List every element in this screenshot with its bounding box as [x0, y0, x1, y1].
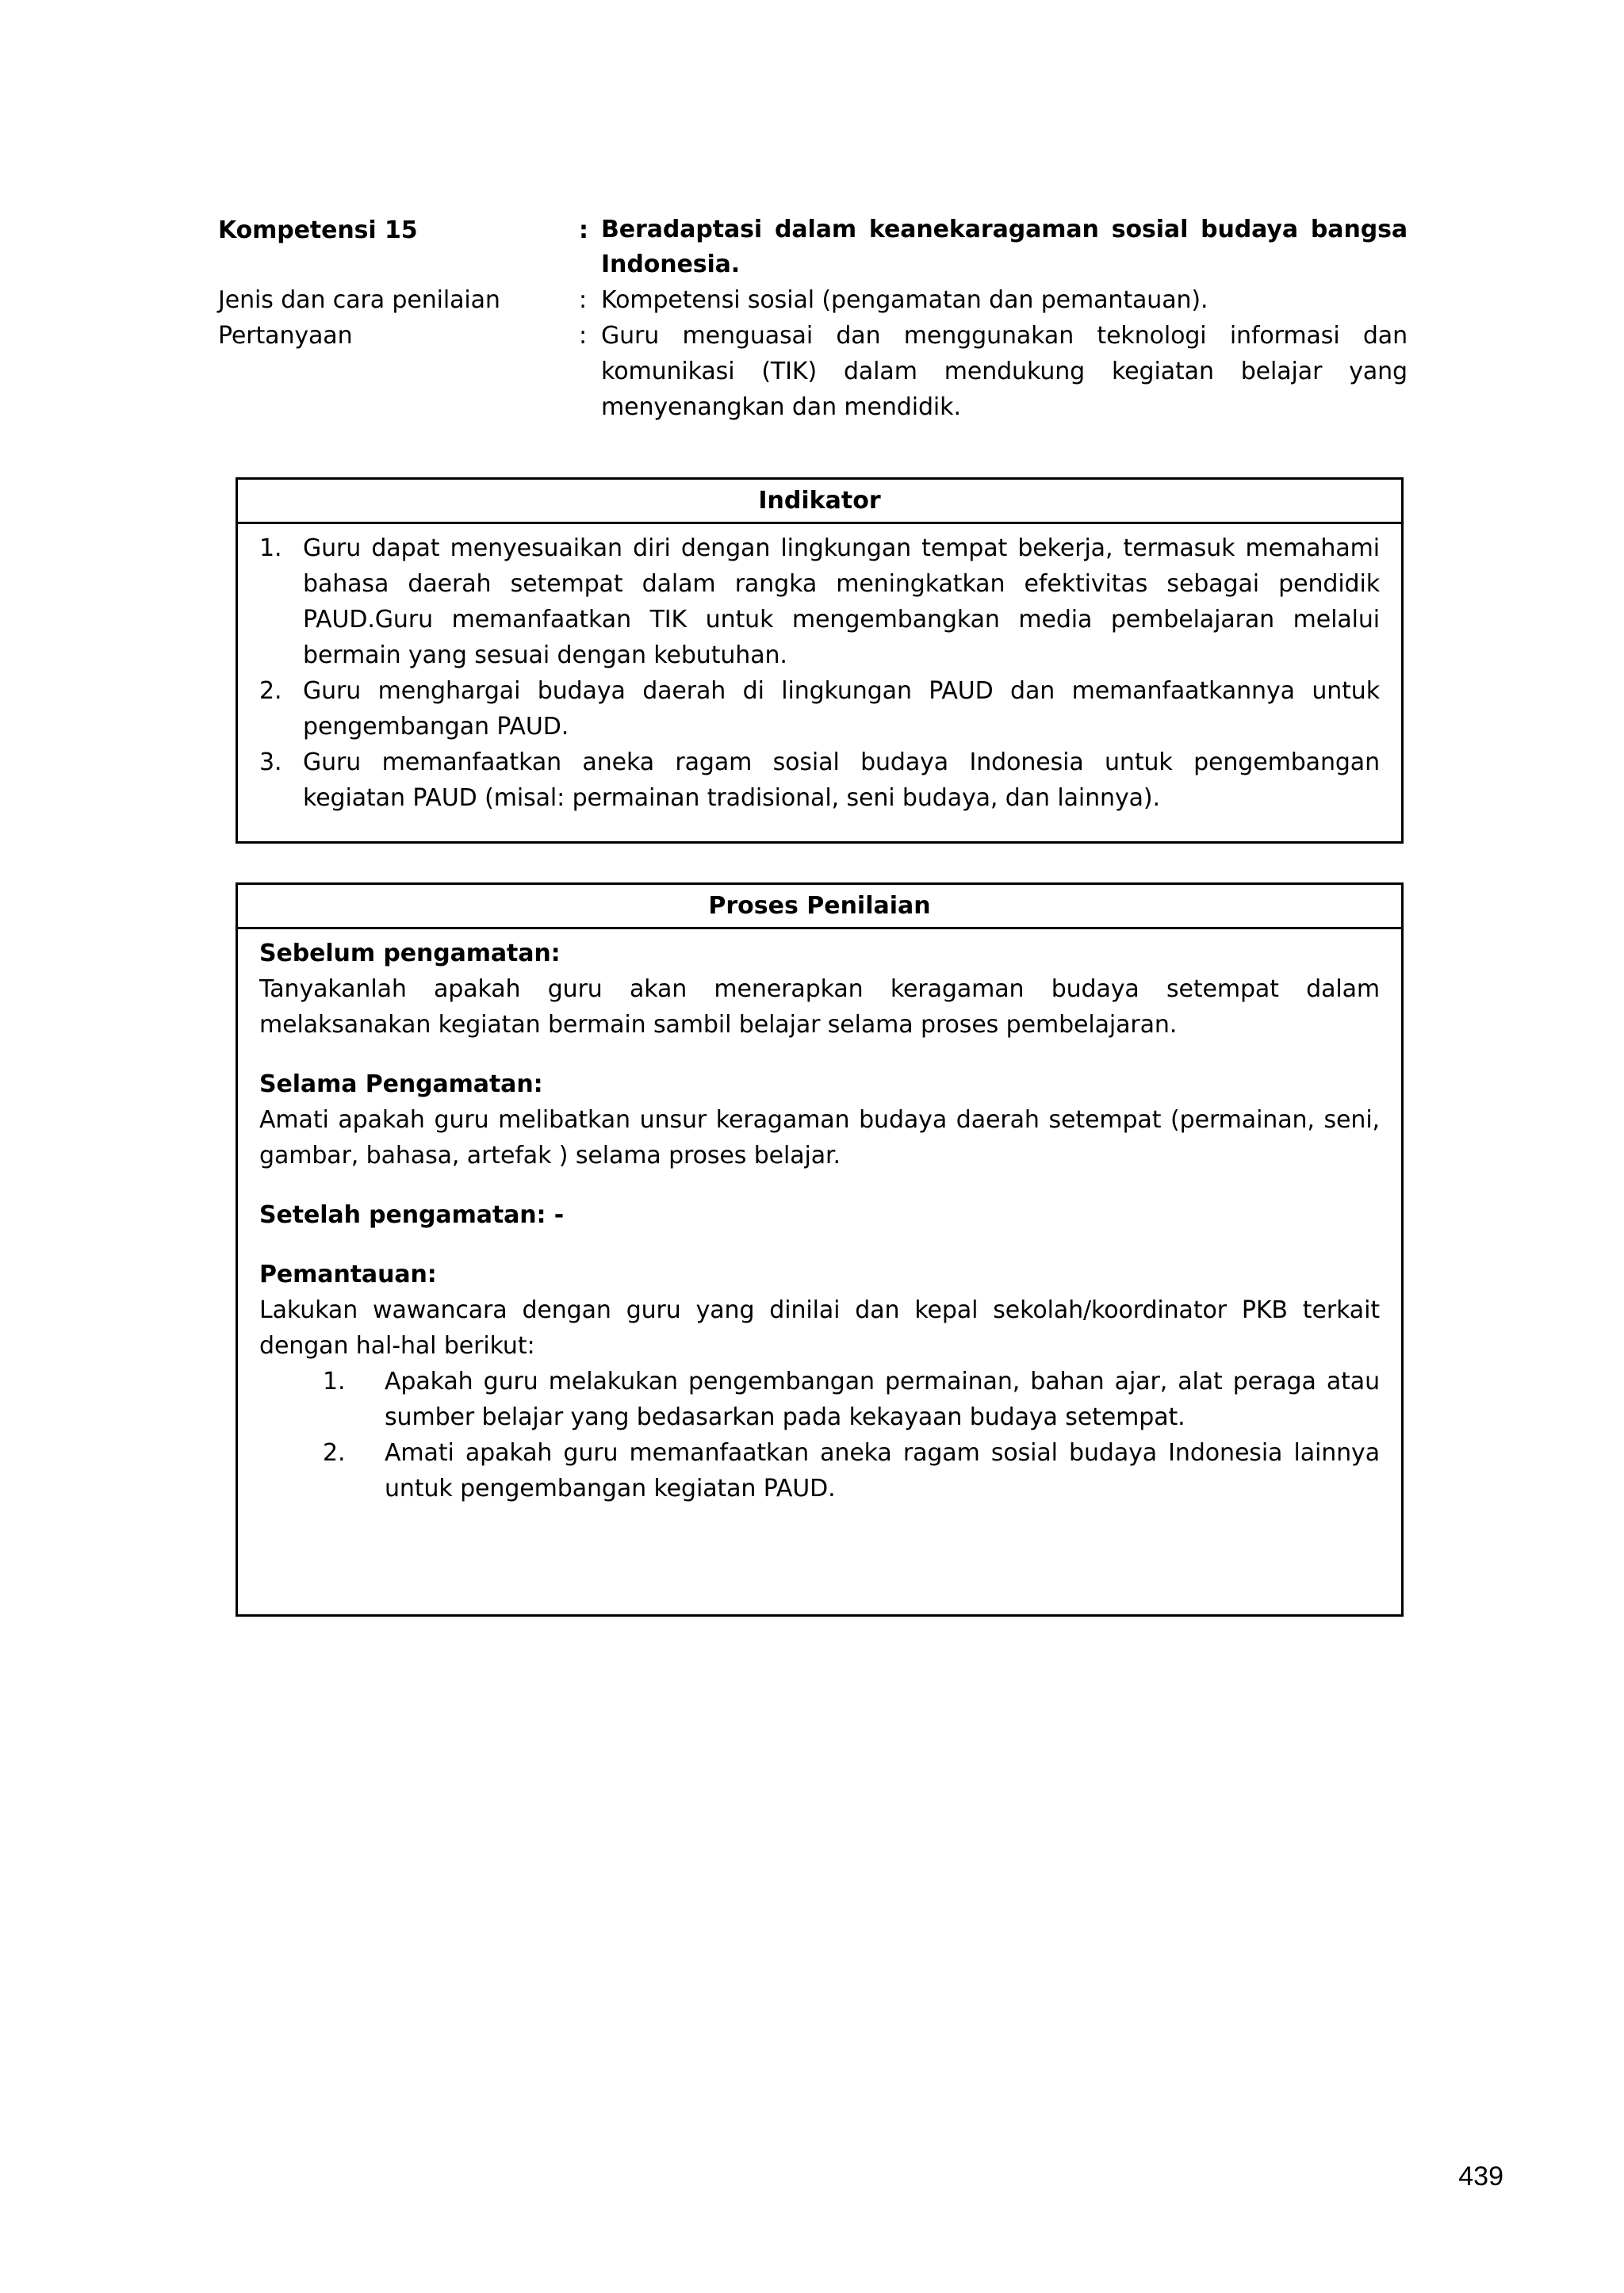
list-item-number: 2.: [259, 677, 282, 705]
list-item-text: Guru memanfaatkan aneka ragam sosial budaya Indonesia untuk pengembangan kegiatan PAUD (misal: permainan tradisional, seni budaya, dan lainnya).: [303, 748, 1380, 812]
sebelum-pengamatan-heading: Sebelum pengamatan:: [259, 940, 561, 967]
header-value-jenis-penilaian: Kompetensi sosial (pengamatan dan pemantauan).: [601, 286, 1208, 314]
indikator-body: [238, 524, 1401, 827]
header-row-kompetensi: [218, 212, 1408, 282]
list-item-text: Apakah guru melakukan pengembangan permainan, bahan ajar, alat peraga atau sumber belajar yang bedasarkan pada kekayaan budaya setempat.: [385, 1368, 1380, 1431]
list-item-text: Amati apakah guru memanfaatkan aneka ragam sosial budaya Indonesia lainnya untuk pengembangan kegiatan PAUD.: [385, 1439, 1380, 1503]
spacer: [259, 1233, 1380, 1257]
sebelum-pengamatan-text: Tanyakanlah apakah guru akan menerapkan keragaman budaya setempat dalam melaksanakan kegiatan bermain sambil belajar selama proses pembelajaran.: [259, 975, 1380, 1039]
list-item: [259, 745, 1380, 816]
proses-penilaian-title: Proses Penilaian: [238, 885, 1401, 929]
header-label-kompetensi: Kompetensi 15: [218, 216, 418, 244]
selama-pengamatan-heading: Selama Pengamatan:: [259, 1070, 543, 1098]
header-colon-pertanyaan: :: [579, 322, 588, 350]
selama-pengamatan-text: Amati apakah guru melibatkan unsur keragaman budaya daerah setempat (permainan, seni, gambar, bahasa, artefak ) selama proses belajar.: [259, 1106, 1380, 1169]
page-number: 439: [1458, 2161, 1503, 2192]
list-item-number: 2.: [323, 1439, 346, 1467]
header-value-kompetensi: Beradaptasi dalam keanekaragaman sosial budaya bangsa Indonesia.: [601, 216, 1408, 278]
list-item-number: 1.: [323, 1368, 346, 1395]
competency-header: [218, 212, 1408, 425]
setelah-pengamatan-heading: Setelah pengamatan: -: [259, 1201, 565, 1229]
header-colon-kompetensi: :: [579, 216, 588, 244]
header-value-pertanyaan: Guru menguasai dan menggunakan teknologi informasi dan komunikasi (TIK) dalam mendukung kegiatan belajar yang menyenangkan dan mendidik.: [601, 322, 1408, 421]
spacer: [259, 1043, 1380, 1066]
proses-penilaian-body: [238, 929, 1401, 1518]
list-item: [259, 530, 1380, 673]
header-colon-jenis-penilaian: :: [579, 286, 588, 314]
list-item-number: 1.: [259, 534, 282, 562]
indikator-box: [236, 477, 1404, 844]
list-item: [259, 673, 1380, 745]
list-item-text: Guru menghargai budaya daerah di lingkungan PAUD dan memanfaatkannya untuk pengembangan PAUD.: [303, 677, 1380, 741]
pemantauan-list: [259, 1364, 1380, 1506]
list-item: [323, 1364, 1380, 1435]
header-row-jenis-penilaian: [218, 282, 1408, 318]
list-item: [323, 1435, 1380, 1506]
spacer: [259, 1173, 1380, 1197]
pemantauan-heading: Pemantauan:: [259, 1261, 437, 1288]
list-item-number: 3.: [259, 748, 282, 776]
indikator-list: [259, 530, 1380, 816]
header-row-pertanyaan: [218, 318, 1408, 425]
pemantauan-text: Lakukan wawancara dengan guru yang dinilai dan kepal sekolah/koordinator PKB terkait dengan hal-hal berikut:: [259, 1296, 1380, 1360]
header-label-jenis-penilaian: Jenis dan cara penilaian: [218, 286, 500, 314]
proses-penilaian-box: [236, 882, 1404, 1617]
list-item-text: Guru dapat menyesuaikan diri dengan lingkungan tempat bekerja, termasuk memahami bahasa daerah setempat dalam rangka meningkatkan efektivitas sebagai pendidik PAUD.Guru memanfaatkan TIK untuk mengembangkan media pembelajaran melalui bermain yang sesuai dengan kebutuhan.: [303, 534, 1380, 669]
indikator-title: Indikator: [238, 480, 1401, 524]
header-label-pertanyaan: Pertanyaan: [218, 322, 353, 350]
